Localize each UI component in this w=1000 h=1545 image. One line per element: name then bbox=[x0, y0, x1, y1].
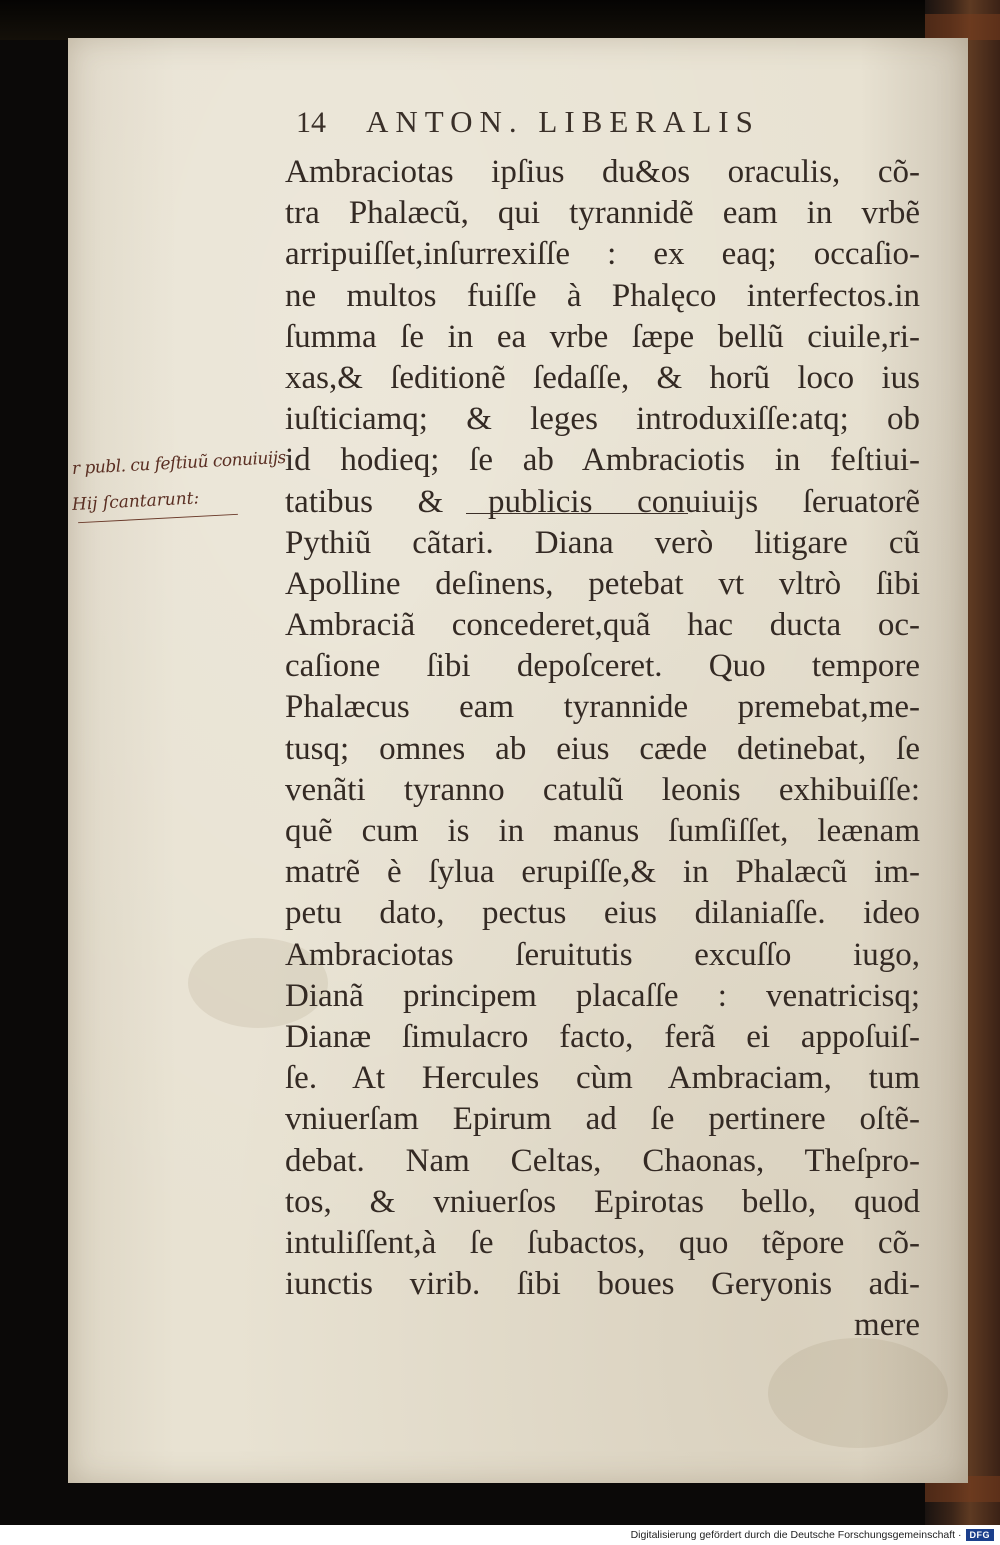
running-head-title: ANTON. LIBERALIS bbox=[366, 104, 760, 139]
text-line: ſumma ſe in ea vrbe ſæpe bellũ ciuile,ri- bbox=[285, 318, 920, 355]
text-line: vniuerſam Epirum ad ſe pertinere oſtẽ- bbox=[285, 1101, 920, 1138]
text-line: iuſticiamq; & leges introduxiſſe:atq; ob bbox=[285, 401, 920, 438]
text-line: Dianã principem placaſſe : venatricisq; bbox=[285, 977, 920, 1014]
margin-annotation: r publ. cu feſtiuũ conuiuijs bbox=[71, 447, 287, 479]
margin-annotation: Hij ſcantarunt: bbox=[71, 488, 200, 515]
text-line: ne multos fuiſſe à Phalęco interfectos.in bbox=[285, 277, 920, 314]
page-number: 14 bbox=[296, 106, 326, 139]
text-line: Ambraciotas ipſius du&os oraculis, cõ- bbox=[285, 154, 920, 190]
dfg-logo: DFG bbox=[966, 1529, 995, 1541]
text-line: quẽ cum is in manus ſumſiſſet, leænam bbox=[285, 813, 920, 849]
text-line: petu dato, pectus eius dilaniaſſe. ideo bbox=[285, 895, 920, 932]
text-line: iunctis virib. ſibi boues Geryonis adi- bbox=[285, 1266, 920, 1303]
paper-stain bbox=[768, 1338, 948, 1448]
text-line: Dianæ ſimulacro facto, ferã ei appoſuiſ- bbox=[285, 1018, 920, 1055]
text-line: mere bbox=[854, 1307, 920, 1344]
text-line: Ambraciotas ſeruitutis excuſſo iugo, bbox=[285, 936, 920, 973]
text-line: tos, & vniuerſos Epirotas bello, quod bbox=[285, 1183, 920, 1220]
body-text bbox=[285, 152, 920, 1346]
annotation-underline bbox=[78, 514, 238, 523]
text-line: debat. Nam Celtas, Chaonas, Theſpro- bbox=[285, 1142, 920, 1179]
spine-band bbox=[925, 14, 1000, 40]
text-line: arripuiſſet,inſurrexiſſe : ex eaq; occaſio- bbox=[285, 236, 920, 273]
text-line: tusq; omnes ab eius cæde detinebat, ſe bbox=[285, 730, 920, 767]
text-line: ſe. At Hercules cùm Ambraciam, tum bbox=[285, 1060, 920, 1097]
text-line: tatibus & publicis conuiuijs ſeruatorẽ bbox=[285, 483, 920, 520]
text-line: caſione ſibi depoſceret. Quo tempore bbox=[285, 648, 920, 685]
text-line: xas,& ſeditionẽ ſedaſſe, & horũ loco ius bbox=[285, 359, 920, 396]
digitization-footer bbox=[0, 1525, 1000, 1545]
text-line: intuliſſent,à ſe ſubactos, quo tẽpore cõ- bbox=[285, 1224, 920, 1261]
text-line: venãti tyranno catulũ leonis exhibuiſſe: bbox=[285, 771, 920, 808]
book-page bbox=[68, 38, 968, 1483]
book-top-edge bbox=[0, 0, 1000, 40]
text-line: matrẽ è ſylua erupiſſe,& in Phalæcũ im- bbox=[285, 854, 920, 891]
text-line: tra Phalæcũ, qui tyrannidẽ eam in vrbẽ bbox=[285, 195, 920, 232]
text-line: Phalæcus eam tyrannide premebat,me- bbox=[285, 689, 920, 726]
text-line: Apolline deſinens, petebat vt vltrò ſibi bbox=[285, 565, 920, 602]
ink-underline bbox=[466, 513, 688, 514]
text-line: Ambraciã concederet,quã hac ducta oc- bbox=[285, 607, 920, 644]
text-line: Pythiũ cãtari. Diana verò litigare cũ bbox=[285, 524, 920, 561]
running-head bbox=[296, 104, 896, 150]
footer-credit: Digitalisierung gefördert durch die Deutsche Forschungsgemeinschaft · bbox=[630, 1529, 962, 1541]
text-line: id hodieq; ſe ab Ambraciotis in feſtiui- bbox=[285, 442, 920, 479]
